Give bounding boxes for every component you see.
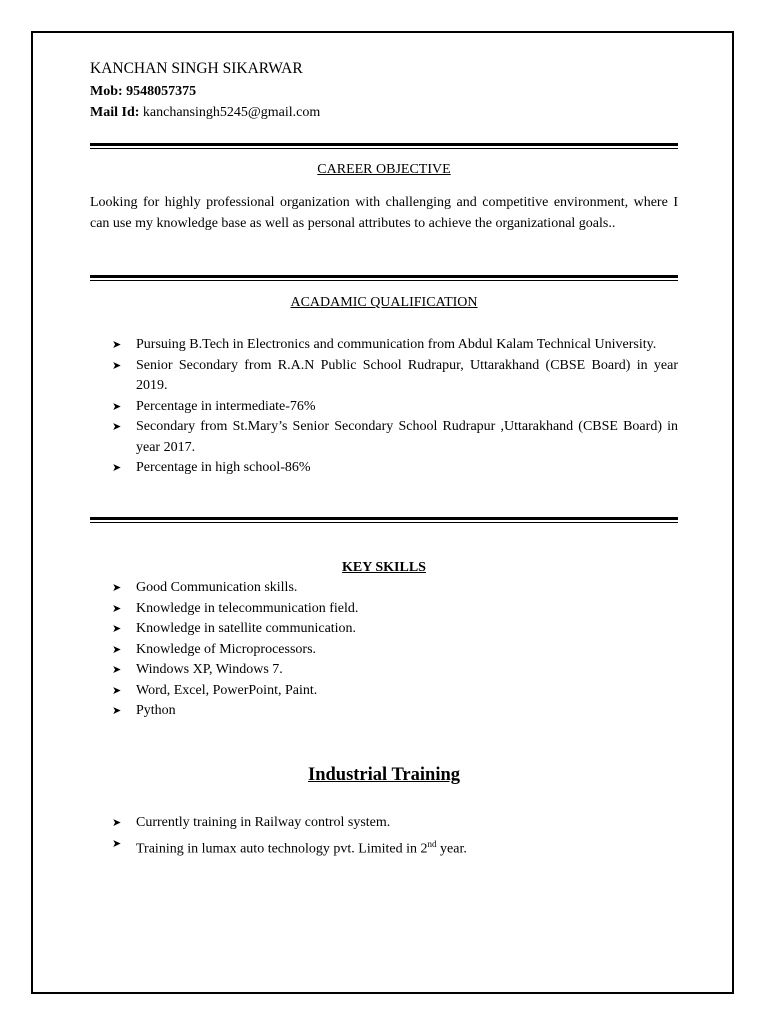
arrowhead-bullet-icon: ➤ <box>112 581 122 594</box>
arrowhead-bullet-icon: ➤ <box>112 663 122 676</box>
list-item: ➤ Windows XP, Windows 7. <box>112 660 678 681</box>
career-objective-heading: CAREER OBJECTIVE <box>317 162 451 177</box>
list-item: ➤ Knowledge of Microprocessors. <box>112 640 678 661</box>
career-objective-text: Looking for highly professional organization with challenging and competitive environment, where I can use my knowledge base as well as personal attributes to achieve the organizational goals.. <box>90 195 678 231</box>
academic-heading: ACADAMIC QUALIFICATION <box>290 295 478 310</box>
arrowhead-bullet-icon: ➤ <box>112 338 122 351</box>
industrial-training-heading: Industrial Training <box>308 765 460 785</box>
arrowhead-bullet-icon: ➤ <box>112 704 122 717</box>
key-skills-heading: KEY SKILLS <box>342 560 426 575</box>
arrowhead-bullet-icon: ➤ <box>112 683 122 697</box>
arrowhead-bullet-icon: ➤ <box>112 836 122 850</box>
section-divider <box>90 275 678 281</box>
arrowhead-bullet-icon: ➤ <box>112 399 122 413</box>
list-item: ➤ Knowledge in satellite communication. <box>112 619 678 640</box>
list-item: ➤ Word, Excel, PowerPoint, Paint. <box>112 681 678 702</box>
list-item: ➤ Python <box>112 701 678 722</box>
list-item: ➤ Currently training in Railway control system. <box>112 813 678 834</box>
list-item: ➤ Good Communication skills. <box>112 578 678 599</box>
list-item: ➤ Senior Secondary from R.A.N Public School Rudrapur, Uttarakhand (CBSE Board) in year 2019. <box>112 357 678 393</box>
arrowhead-bullet-icon: ➤ <box>112 622 122 635</box>
arrowhead-bullet-icon: ➤ <box>112 420 122 433</box>
list-item: ➤ Percentage in high school-86% <box>112 458 678 479</box>
skills-list <box>112 578 678 722</box>
academic-list <box>112 335 678 479</box>
list-item: ➤ Knowledge in telecommunication field. <box>112 599 678 620</box>
arrowhead-bullet-icon: ➤ <box>112 642 122 656</box>
arrowhead-bullet-icon: ➤ <box>112 601 122 615</box>
mobile-label: Mob: <box>90 84 123 99</box>
list-item: ➤ Secondary from St.Mary’s Senior Secondary School Rudrapur ,Uttarakhand (CBSE Board) in year 2017. <box>112 419 678 455</box>
arrowhead-bullet-icon: ➤ <box>112 358 122 372</box>
training-list <box>112 813 678 860</box>
mobile-line <box>90 84 196 100</box>
arrowhead-bullet-icon: ➤ <box>112 816 122 829</box>
section-divider <box>90 517 678 523</box>
list-item: ➤ Pursuing B.Tech in Electronics and communication from Abdul Kalam Technical University. <box>112 335 678 356</box>
mail-line <box>90 105 320 121</box>
list-item: ➤ Training in lumax auto technology pvt. Limited in 2nd year. <box>112 834 678 860</box>
candidate-name: KANCHAN SINGH SIKARWAR <box>90 60 303 77</box>
arrowhead-bullet-icon: ➤ <box>112 461 122 474</box>
mobile-number: 9548057375 <box>126 84 197 99</box>
section-divider <box>90 143 678 149</box>
mail-address: kanchansingh5245@gmail.com <box>142 105 321 120</box>
mail-label: Mail Id: <box>90 105 140 120</box>
list-item: ➤ Percentage in intermediate-76% <box>112 397 678 418</box>
